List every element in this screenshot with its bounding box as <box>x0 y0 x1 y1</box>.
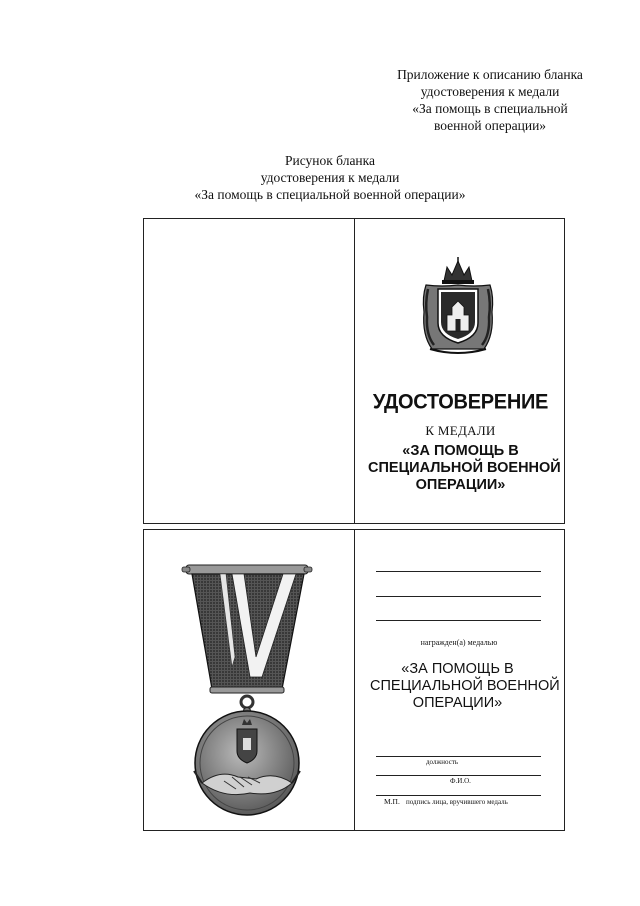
appendix-line-4: военной операции» <box>433 118 547 133</box>
fio-line <box>376 775 541 776</box>
position-caption: должность <box>426 758 459 766</box>
appendix-line-2: удостоверения к медали <box>420 84 560 99</box>
inner-medal-name-line-3: ОПЕРАЦИИ» <box>412 695 503 711</box>
figure-caption-line-2: удостоверения к медали <box>260 170 400 185</box>
medal-image <box>180 557 330 819</box>
cover-fold-line <box>354 219 355 523</box>
figure-caption-line-3: «За помощь в специальной военной операции» <box>194 187 466 202</box>
figure-caption-line-1: Рисунок бланка <box>284 153 376 168</box>
cover-text-block <box>368 390 561 494</box>
inner-medal-name <box>370 661 560 712</box>
awarded-label: награжден(а) медалью <box>420 638 498 647</box>
recipient-name-line-1 <box>376 571 541 572</box>
stamp-label: М.П. <box>384 797 400 806</box>
cover-title: УДОСТОВЕРЕНИЕ <box>372 390 549 414</box>
signature-caption: подпись лица, вручившего медаль <box>406 798 508 806</box>
signature-line <box>376 795 541 796</box>
inner-fold-line <box>354 530 355 830</box>
appendix-note <box>360 66 620 134</box>
figure-caption <box>150 152 510 203</box>
cover-medal-name-line-3: ОПЕРАЦИИ» <box>415 477 506 493</box>
inner-medal-name-line-1: «ЗА ПОМОЩЬ В <box>401 661 514 677</box>
appendix-line-3: «За помощь в специальной <box>412 101 568 116</box>
position-line <box>376 756 541 757</box>
fio-caption: Ф.И.О. <box>450 777 471 785</box>
recipient-name-line-2 <box>376 596 541 597</box>
certificate-cover-spread <box>143 218 565 524</box>
appendix-line-1: Приложение к описанию бланка <box>397 67 583 82</box>
cover-medal-name <box>368 443 561 494</box>
recipient-name-line-3 <box>376 620 541 621</box>
coat-of-arms-icon <box>418 257 498 357</box>
inner-medal-name-line-2: СПЕЦИАЛЬНОЙ ВОЕННОЙ <box>370 678 560 694</box>
cover-medal-name-line-2: СПЕЦИАЛЬНОЙ ВОЕННОЙ <box>368 460 561 476</box>
cover-medal-name-line-1: «ЗА ПОМОЩЬ В <box>402 443 519 459</box>
cover-subtitle: К МЕДАЛИ <box>425 423 496 438</box>
certificate-inner-spread <box>143 529 565 831</box>
